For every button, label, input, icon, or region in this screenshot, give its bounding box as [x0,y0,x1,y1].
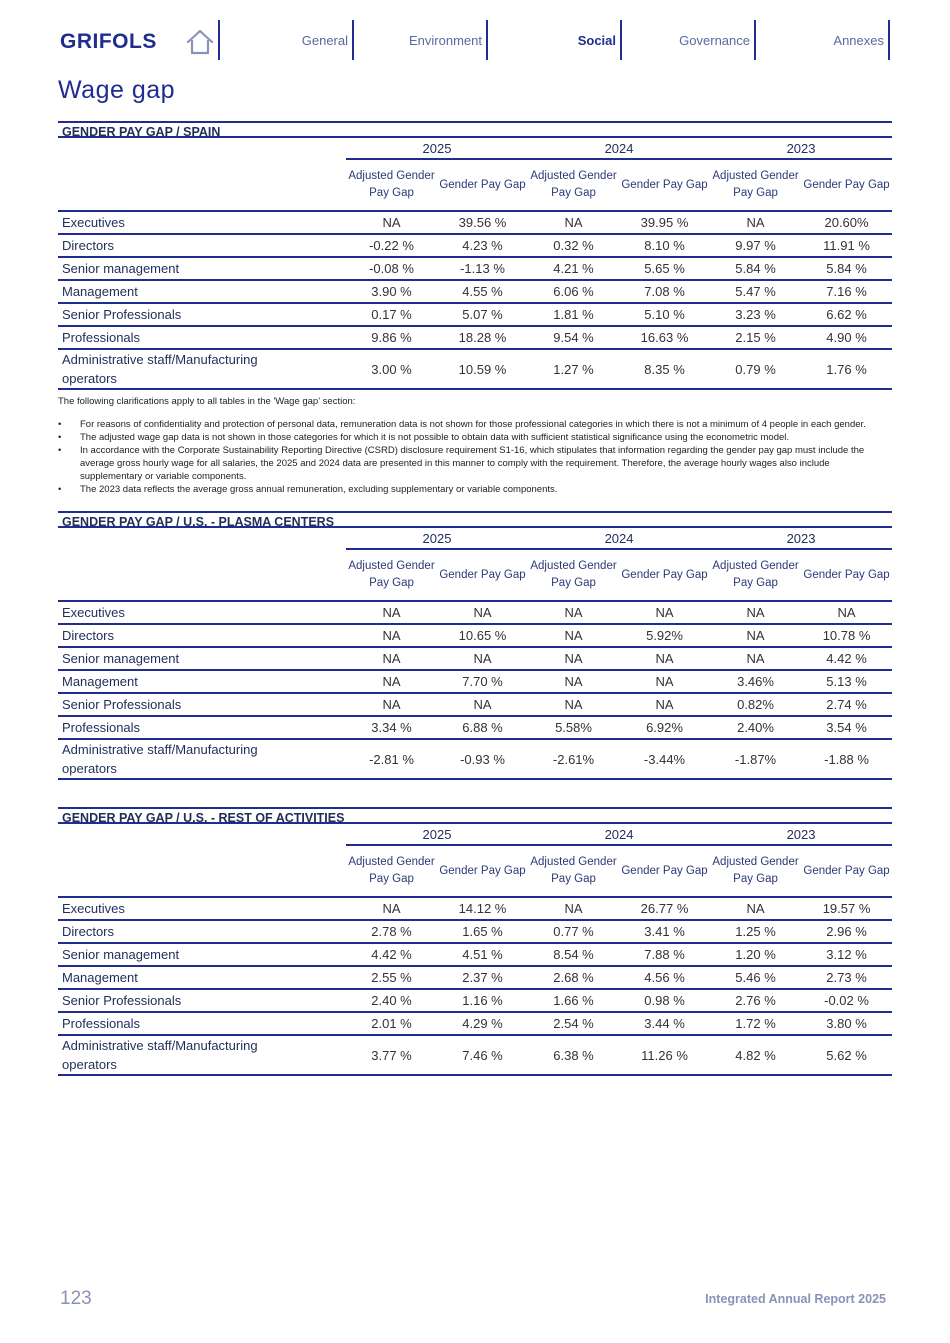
value-cell: 6.38 % [528,1035,619,1075]
value-cell: 6.62 % [801,303,892,326]
value-cell: NA [528,693,619,716]
gender-gap-header: Gender Pay Gap [619,845,710,897]
category-cell: Senior management [58,257,346,280]
value-cell: 3.00 % [346,349,437,389]
value-cell: 5.46 % [710,966,801,989]
value-cell: 2.78 % [346,920,437,943]
category-cell: Senior Professionals [58,693,346,716]
value-cell: NA [528,601,619,624]
table-row [58,966,892,989]
value-cell: 2.01 % [346,1012,437,1035]
adjusted-gap-header: Adjusted Gender Pay Gap [528,159,619,211]
category-cell: Senior management [58,943,346,966]
category-cell: Senior Professionals [58,989,346,1012]
value-cell: 26.77 % [619,897,710,920]
table-row [58,1012,892,1035]
value-cell: 8.54 % [528,943,619,966]
value-cell: 7.08 % [619,280,710,303]
value-cell: 0.17 % [346,303,437,326]
year-header: 2025 [346,824,528,845]
value-cell: 20.60% [801,211,892,234]
category-cell: Directors [58,920,346,943]
value-cell: 19.57 % [801,897,892,920]
value-cell: 9.86 % [346,326,437,349]
table-row [58,989,892,1012]
value-cell: NA [346,624,437,647]
table-row [58,349,892,389]
value-cell: NA [619,693,710,716]
year-header: 2025 [346,138,528,159]
value-cell: 1.72 % [710,1012,801,1035]
category-cell: Senior management [58,647,346,670]
value-cell: 3.90 % [346,280,437,303]
value-cell: -3.44% [619,739,710,779]
nav-governance[interactable]: Governance [679,33,750,48]
value-cell: 4.82 % [710,1035,801,1075]
value-cell: NA [528,624,619,647]
report-title: Integrated Annual Report 2025 [705,1292,886,1306]
value-cell: NA [710,211,801,234]
table-notes [58,393,892,496]
subheader-row [58,845,892,897]
value-cell: 4.21 % [528,257,619,280]
subheader-row [58,549,892,601]
gender-gap-header: Gender Pay Gap [801,845,892,897]
value-cell: NA [619,601,710,624]
value-cell: 0.32 % [528,234,619,257]
table-row [58,693,892,716]
value-cell: 4.55 % [437,280,528,303]
value-cell: NA [346,601,437,624]
gender-gap-header: Gender Pay Gap [801,549,892,601]
header-blank [58,528,346,549]
table-row [58,624,892,647]
note-item: • The 2023 data reflects the average gross annual remuneration, excluding supplementary or variable components. [58,483,892,496]
value-cell: -0.02 % [801,989,892,1012]
value-cell: 39.95 % [619,211,710,234]
value-cell: NA [619,670,710,693]
nav-separator [486,20,488,60]
table-row [58,943,892,966]
value-cell: 2.54 % [528,1012,619,1035]
gender-gap-header: Gender Pay Gap [619,159,710,211]
nav-environment[interactable]: Environment [409,33,482,48]
value-cell: 3.77 % [346,1035,437,1075]
category-cell: Management [58,670,346,693]
year-header: 2023 [710,528,892,549]
value-cell: 2.40 % [346,989,437,1012]
value-cell: 1.76 % [801,349,892,389]
nav-separator [754,20,756,60]
adjusted-gap-header: Adjusted Gender Pay Gap [710,845,801,897]
value-cell: 4.90 % [801,326,892,349]
home-icon[interactable] [185,28,215,56]
adjusted-gap-header: Adjusted Gender Pay Gap [528,845,619,897]
table-row [58,326,892,349]
value-cell: NA [346,897,437,920]
pay-gap-table [58,528,892,780]
value-cell: 14.12 % [437,897,528,920]
table-row [58,670,892,693]
value-cell: 5.65 % [619,257,710,280]
note-item: • In accordance with the Corporate Sustainability Reporting Directive (CSRD) disclosure requirement S1-16, which stipulates that information regarding the gender pay gap must include the average gross hourly wage for all salaries, the 2025 and 2024 data are presented in this manner to comply with the requirement. Therefore, the average hourly wages also include supplementary or variable components. [58,444,892,483]
value-cell: 4.56 % [619,966,710,989]
value-cell: 7.88 % [619,943,710,966]
table-spain [58,121,892,390]
nav-separator [218,20,220,60]
table-title: GENDER PAY GAP / U.S. - PLASMA CENTERS [58,511,892,528]
header-blank [58,138,346,159]
value-cell: 7.70 % [437,670,528,693]
value-cell: 5.62 % [801,1035,892,1075]
header-blank [58,159,346,211]
value-cell: -0.08 % [346,257,437,280]
table-row [58,739,892,779]
nav-separator [352,20,354,60]
value-cell: 4.42 % [346,943,437,966]
value-cell: 1.65 % [437,920,528,943]
value-cell: 10.65 % [437,624,528,647]
value-cell: 1.81 % [528,303,619,326]
table-title: GENDER PAY GAP / SPAIN [58,121,892,138]
adjusted-gap-header: Adjusted Gender Pay Gap [346,845,437,897]
year-header-row [58,824,892,845]
value-cell: 5.92% [619,624,710,647]
value-cell: 7.46 % [437,1035,528,1075]
top-navigation [0,18,950,62]
category-cell: Executives [58,897,346,920]
pay-gap-table [58,138,892,390]
value-cell: NA [619,647,710,670]
adjusted-gap-header: Adjusted Gender Pay Gap [710,549,801,601]
value-cell: 2.74 % [801,693,892,716]
gender-gap-header: Gender Pay Gap [619,549,710,601]
value-cell: 5.13 % [801,670,892,693]
nav-general[interactable]: General [301,33,348,48]
value-cell: 2.76 % [710,989,801,1012]
value-cell: NA [346,670,437,693]
category-cell: Professionals [58,1012,346,1035]
value-cell: 3.23 % [710,303,801,326]
value-cell: 1.25 % [710,920,801,943]
value-cell: 3.80 % [801,1012,892,1035]
value-cell: 10.59 % [437,349,528,389]
table-us-rest-of-activities [58,807,892,1076]
value-cell: 6.88 % [437,716,528,739]
value-cell: 3.41 % [619,920,710,943]
value-cell: -2.61% [528,739,619,779]
category-cell: Directors [58,234,346,257]
value-cell: 0.79 % [710,349,801,389]
value-cell: NA [710,624,801,647]
value-cell: NA [346,693,437,716]
value-cell: 7.16 % [801,280,892,303]
value-cell: 3.44 % [619,1012,710,1035]
gender-gap-header: Gender Pay Gap [801,159,892,211]
page-title: Wage gap [58,76,176,104]
category-cell: Management [58,280,346,303]
adjusted-gap-header: Adjusted Gender Pay Gap [710,159,801,211]
value-cell: 4.23 % [437,234,528,257]
year-header-row [58,138,892,159]
value-cell: 8.10 % [619,234,710,257]
gender-gap-header: Gender Pay Gap [437,549,528,601]
value-cell: 4.51 % [437,943,528,966]
year-header: 2023 [710,824,892,845]
value-cell: 1.16 % [437,989,528,1012]
value-cell: NA [346,211,437,234]
header-blank [58,845,346,897]
note-item: • The adjusted wage gap data is not shown in those categories for which it is not possible to obtain data with sufficient statistical significance using the econometric model. [58,431,892,444]
value-cell: 11.91 % [801,234,892,257]
category-cell: Professionals [58,326,346,349]
table-row [58,211,892,234]
table-title: GENDER PAY GAP / U.S. - REST OF ACTIVITIES [58,807,892,824]
value-cell: 3.34 % [346,716,437,739]
value-cell: NA [437,693,528,716]
value-cell: NA [710,647,801,670]
value-cell: NA [346,647,437,670]
category-cell: Administrative staff/Manufacturing operators [58,1035,346,1075]
value-cell: 0.82% [710,693,801,716]
nav-annexes[interactable]: Annexes [833,33,884,48]
category-cell: Directors [58,624,346,647]
value-cell: 1.66 % [528,989,619,1012]
value-cell: 2.15 % [710,326,801,349]
table-row [58,303,892,326]
nav-separator [620,20,622,60]
table-row [58,1035,892,1075]
nav-separator [888,20,890,60]
table-row [58,716,892,739]
value-cell: 3.12 % [801,943,892,966]
category-cell: Senior Professionals [58,303,346,326]
category-cell: Professionals [58,716,346,739]
value-cell: 2.73 % [801,966,892,989]
value-cell: 10.78 % [801,624,892,647]
year-header: 2023 [710,138,892,159]
value-cell: NA [437,647,528,670]
year-header-row [58,528,892,549]
table-row [58,647,892,670]
adjusted-gap-header: Adjusted Gender Pay Gap [346,159,437,211]
value-cell: 9.54 % [528,326,619,349]
value-cell: 0.77 % [528,920,619,943]
value-cell: NA [710,897,801,920]
grifols-logo[interactable]: GRIFOLS [60,30,157,53]
value-cell: 5.47 % [710,280,801,303]
value-cell: -1.87% [710,739,801,779]
value-cell: 9.97 % [710,234,801,257]
value-cell: -0.93 % [437,739,528,779]
value-cell: 5.84 % [801,257,892,280]
value-cell: -2.81 % [346,739,437,779]
category-cell: Management [58,966,346,989]
value-cell: 2.55 % [346,966,437,989]
value-cell: 4.29 % [437,1012,528,1035]
header-blank [58,824,346,845]
value-cell: NA [528,670,619,693]
category-cell: Executives [58,601,346,624]
value-cell: 5.84 % [710,257,801,280]
value-cell: 39.56 % [437,211,528,234]
value-cell: 5.07 % [437,303,528,326]
value-cell: 5.10 % [619,303,710,326]
adjusted-gap-header: Adjusted Gender Pay Gap [528,549,619,601]
page-number: 123 [60,1288,92,1309]
value-cell: NA [801,601,892,624]
value-cell: 3.46% [710,670,801,693]
table-row [58,601,892,624]
value-cell: NA [528,647,619,670]
gender-gap-header: Gender Pay Gap [437,159,528,211]
value-cell: 11.26 % [619,1035,710,1075]
value-cell: NA [437,601,528,624]
value-cell: 0.98 % [619,989,710,1012]
value-cell: 1.27 % [528,349,619,389]
value-cell: 2.68 % [528,966,619,989]
value-cell: NA [528,211,619,234]
value-cell: NA [710,601,801,624]
table-row [58,897,892,920]
nav-social[interactable]: Social [577,33,616,48]
value-cell: 18.28 % [437,326,528,349]
table-row [58,280,892,303]
table-us-plasma-centers [58,511,892,780]
notes-intro: The following clarifications apply to all tables in the 'Wage gap' section: [58,396,356,407]
note-item: • For reasons of confidentiality and protection of personal data, remuneration data is not shown for those professional categories in which there is not a minimum of 4 people in each gender. [58,418,892,431]
value-cell: 5.58% [528,716,619,739]
category-cell: Executives [58,211,346,234]
year-header: 2025 [346,528,528,549]
value-cell: 6.06 % [528,280,619,303]
value-cell: 2.40% [710,716,801,739]
table-row [58,257,892,280]
table-row [58,234,892,257]
year-header: 2024 [528,528,710,549]
value-cell: 16.63 % [619,326,710,349]
value-cell: -0.22 % [346,234,437,257]
value-cell: 4.42 % [801,647,892,670]
pay-gap-table [58,824,892,1076]
year-header: 2024 [528,824,710,845]
value-cell: -1.13 % [437,257,528,280]
subheader-row [58,159,892,211]
value-cell: 2.37 % [437,966,528,989]
adjusted-gap-header: Adjusted Gender Pay Gap [346,549,437,601]
value-cell: NA [528,897,619,920]
value-cell: 1.20 % [710,943,801,966]
table-row [58,920,892,943]
header-blank [58,549,346,601]
gender-gap-header: Gender Pay Gap [437,845,528,897]
value-cell: 6.92% [619,716,710,739]
value-cell: 2.96 % [801,920,892,943]
value-cell: 3.54 % [801,716,892,739]
value-cell: -1.88 % [801,739,892,779]
value-cell: 8.35 % [619,349,710,389]
category-cell: Administrative staff/Manufacturing operators [58,739,346,779]
year-header: 2024 [528,138,710,159]
category-cell: Administrative staff/Manufacturing operators [58,349,346,389]
